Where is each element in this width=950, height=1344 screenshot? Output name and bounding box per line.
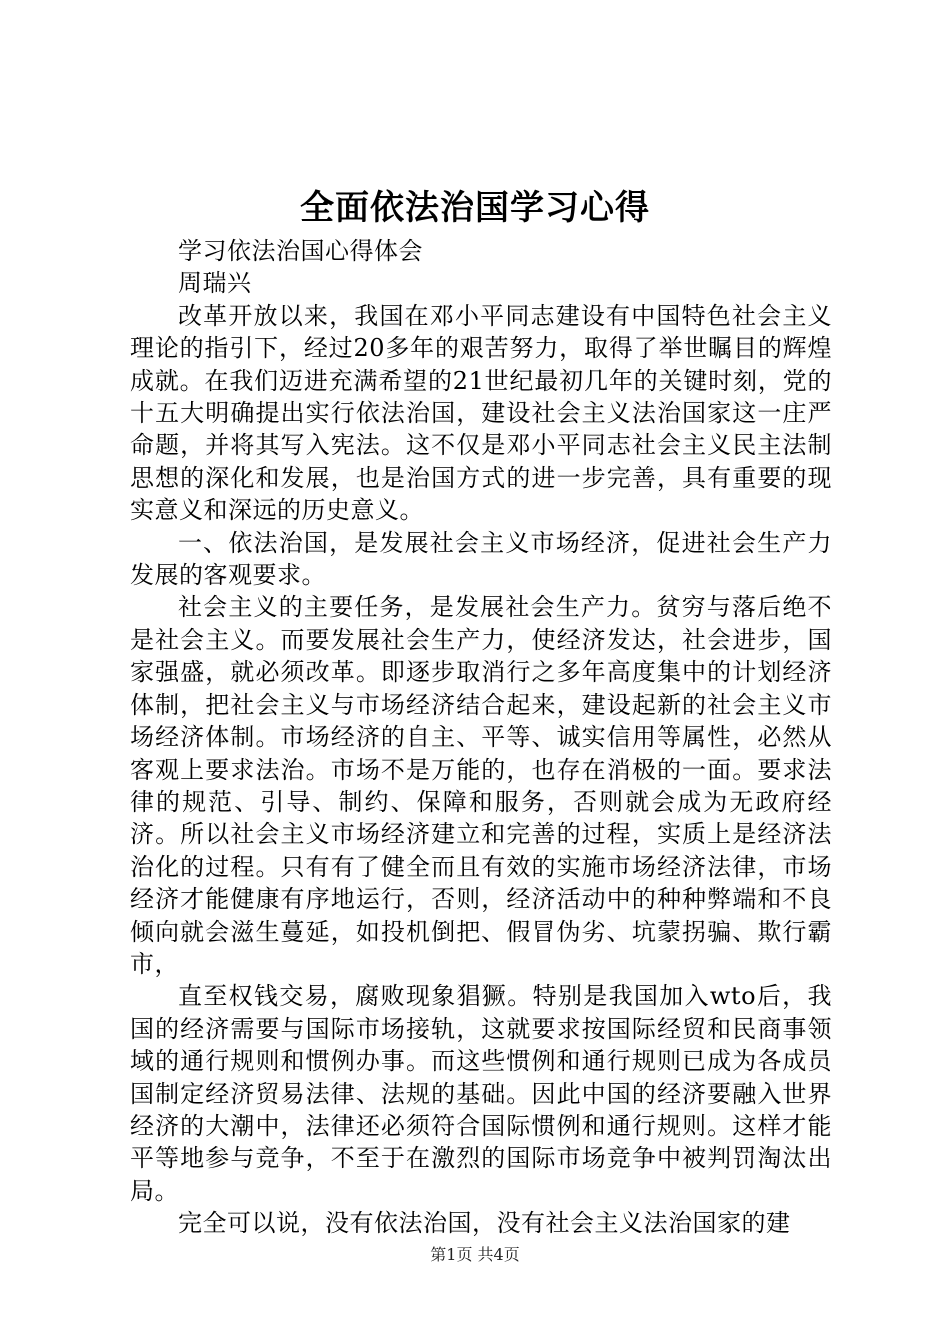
body-paragraph: 改革开放以来，我国在邓小平同志建设有中国特色社会主义理论的指引下，经过20多年的艰苦努力，取得了举世瞩目的辉煌成就。在我们迈进充满希望的21世纪最初几年的关键时刻，党的十五大明确提出实行依法治国，建设社会主义法治国家这一庄严命题，并将其写入宪法。这不仅是邓小平同志社会主义民主法制思想的深化和发展，也是治国方式的进一步完善，具有重要的现实意义和深远的历史意义。 [130,301,832,525]
body-paragraph: 社会主义的主要任务，是发展社会生产力。贫穷与落后绝不是社会主义。而要发展社会生产力，使经济发达，社会进步，国家强盛，就必须改革。即逐步取消行之多年高度集中的计划经济体制，把社会主义与市场经济结合起来，建设起新的社会主义市场经济体制。市场经济的自主、平等、诚实信用等属性，必然从客观上要求法治。市场不是万能的，也存在消极的一面。要求法律的规范、引导、制约、保障和服务，否则就会成为无政府经济。所以社会主义市场经济建立和完善的过程，实质上是经济法治化的过程。只有有了健全而且有效的实施市场经济法律，市场经济才能健康有序地运行，否则，经济活动中的种种弊端和不良倾向就会滋生蔓延，如投机倒把、假冒伪劣、坑蒙拐骗、欺行霸市， [130,593,832,978]
page-number-footer: 第1页 共4页 [430,1245,520,1264]
document-title: 全面依法治国学习心得 [300,188,650,228]
author-paragraph: 周瑞兴 [178,269,252,298]
body-paragraph: 完全可以说，没有依法治国，没有社会主义法治国家的建 [178,1209,791,1238]
document-body [130,235,832,1240]
subtitle-paragraph: 学习依法治国心得体会 [178,237,423,265]
body-paragraph: 直至权钱交易，腐败现象猖獗。特别是我国加入wto后，我国的经济需要与国际市场接轨，这就要求按国际经贸和民商事领域的通行规则和惯例办事。而这些惯例和通行规则已成为各成员国制定经济贸易法律、法规的基础。因此中国的经济要融入世界经济的大潮中，法律还必须符合国际惯例和通行规则。这样才能平等地参与竞争，不至于在激烈的国际市场竞争中被判罚淘汰出局。 [130,982,832,1205]
section-heading-paragraph: 一、依法治国，是发展社会主义市场经济，促进社会生产力发展的客观要求。 [130,528,832,590]
